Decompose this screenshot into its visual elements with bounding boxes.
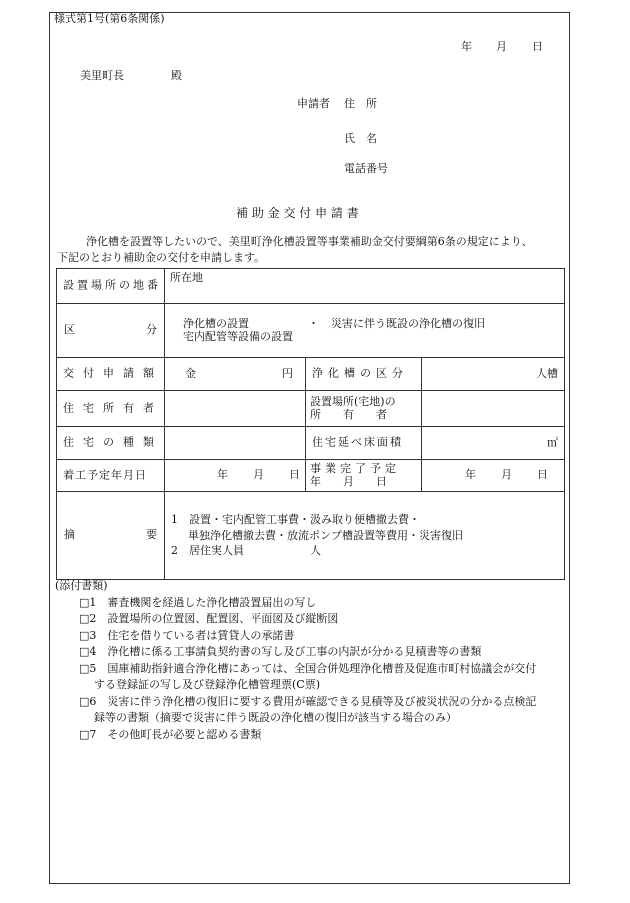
addressee-suffix: 殿 [171, 69, 182, 82]
amount-value-cell[interactable] [165, 358, 306, 391]
attachments-section [55, 578, 570, 743]
category-label-cell [57, 304, 165, 358]
complete-day: 日 [537, 468, 549, 482]
location-label: 設置場所の地番 [63, 278, 161, 292]
start-day: 日 [289, 468, 300, 482]
floor-area-unit: ㎡ [547, 435, 559, 449]
applicant-label: 申請者 [297, 97, 330, 110]
site-owner-value-cell[interactable] [422, 391, 565, 427]
date-year: 年 [461, 40, 472, 53]
form-title: 補 助 金 交 付 申 請 書 [236, 206, 359, 220]
summary-item-2: 2 居住実人員 [171, 544, 244, 558]
complete-date-value-cell[interactable] [422, 460, 565, 492]
intro-line-2: 下記のとおり補助金の交付を申請します。 [57, 251, 266, 264]
start-month: 月 [253, 468, 264, 482]
summary-label-left: 摘 [64, 528, 75, 542]
amount-label-cell [57, 358, 165, 391]
floor-area-label: 住宅延べ床面積 [312, 435, 403, 449]
complete-date-label-line2: 年 月 日 [310, 474, 387, 488]
form-number: 様式第1号(第6条関係) [54, 12, 165, 25]
amount-prefix: 金 [185, 366, 196, 380]
attachment-item-6-cont: 録等の書類（摘要で災害に伴う既設の浄化槽の復旧が該当する場合のみ） [94, 711, 457, 724]
summary-item-1: 1 設置・宅内配管工事費・汲み取り便槽撤去費・ [171, 512, 420, 526]
start-year: 年 [217, 468, 228, 482]
owner-label: 住宅所有者 [63, 401, 163, 415]
category-label-right: 分 [146, 323, 157, 337]
amount-label: 交付申請額 [63, 366, 163, 380]
site-owner-label-cell [306, 391, 422, 427]
summary-label-cell [57, 492, 165, 580]
house-type-value-cell[interactable] [165, 427, 306, 460]
attachment-item-7: □7 その他町長が必要と認める書類 [79, 727, 262, 741]
complete-month: 月 [501, 468, 513, 482]
attachments-heading: (添付書類) [55, 579, 108, 592]
location-value-cell[interactable] [165, 269, 565, 304]
summary-item-1-cont: 単独浄化槽撤去費・放流ポンプ槽設置等費用・災害復旧 [188, 528, 463, 542]
complete-date-label-cell [306, 460, 422, 492]
location-value: 所在地 [170, 271, 203, 284]
applicant-address-label: 住 所 [344, 97, 377, 110]
attachment-item-3: □3 住宅を借りている者は賃貸人の承諾書 [79, 628, 295, 642]
category-dot: ・ [308, 316, 319, 330]
addressee-name: 美里町長 [80, 69, 124, 82]
site-owner-label-line1: 設置場所(宅地)の [310, 394, 396, 408]
category-label-left: 区 [64, 323, 75, 337]
category-option-disaster[interactable]: 災害に伴う既設の浄化槽の復旧 [331, 316, 485, 330]
attachment-item-5-cont: する登録証の写し及び登録浄化槽管理票(C票) [94, 678, 320, 691]
owner-value-cell[interactable] [165, 391, 306, 427]
house-type-label: 住宅の種類 [63, 435, 163, 449]
house-type-label-cell [57, 427, 165, 460]
date-day: 日 [532, 40, 543, 53]
applicant-name-label: 氏 名 [344, 132, 377, 145]
floor-area-label-cell [306, 427, 422, 460]
start-date-label-cell [57, 460, 165, 492]
tank-unit: 人槽 [536, 366, 559, 380]
summary-label-right: 要 [146, 528, 157, 542]
summary-value-cell[interactable] [165, 492, 565, 580]
category-option-piping[interactable]: 宅内配管等設備の設置 [183, 329, 293, 343]
category-value-cell[interactable] [165, 304, 565, 358]
complete-year: 年 [465, 468, 477, 482]
site-owner-label-line2: 所 有 者 [310, 407, 387, 421]
owner-label-cell [57, 391, 165, 427]
attachment-item-5: □5 国庫補助指針適合浄化槽にあっては、全国合併処理浄化槽普及促進市町村協議会が交付 [79, 661, 537, 675]
category-option-install[interactable]: 浄化槽の設置 [183, 316, 249, 330]
floor-area-value-cell[interactable] [422, 427, 565, 460]
tank-label-cell [306, 358, 422, 391]
intro-line-1: 浄化槽を設置等したいので、美里町浄化槽設置等事業補助金交付要綱第6条の規定により、 [86, 235, 533, 248]
applicant-phone-label: 電話番号 [344, 162, 388, 175]
summary-item-2-unit: 人 [310, 544, 321, 558]
attachment-item-4: □4 浄化槽に係る工事請負契約書の写し及び工事の内訳が分かる見積書等の書類 [79, 645, 482, 658]
tank-value-cell[interactable] [422, 358, 565, 391]
date-month: 月 [496, 40, 507, 53]
amount-unit: 円 [282, 366, 293, 380]
attachment-item-6: □6 災害に伴う浄化槽の復旧に要する費用が確認できる見積等及び被災状況の分かる点検記 [79, 694, 537, 708]
location-label-cell [57, 269, 165, 304]
attachment-item-1: □1 審査機関を経過した浄化槽設置届出の写し [79, 595, 317, 609]
attachment-item-2: □2 設置場所の位置図、配置図、平面図及び縦断図 [79, 612, 339, 625]
start-date-label: 着工予定年月日 [63, 468, 147, 482]
start-date-value-cell[interactable] [165, 460, 306, 492]
tank-label: 浄化槽の区分 [312, 366, 408, 380]
complete-date-label-line1: 事業完了予定 [310, 461, 400, 475]
application-table [56, 268, 565, 580]
